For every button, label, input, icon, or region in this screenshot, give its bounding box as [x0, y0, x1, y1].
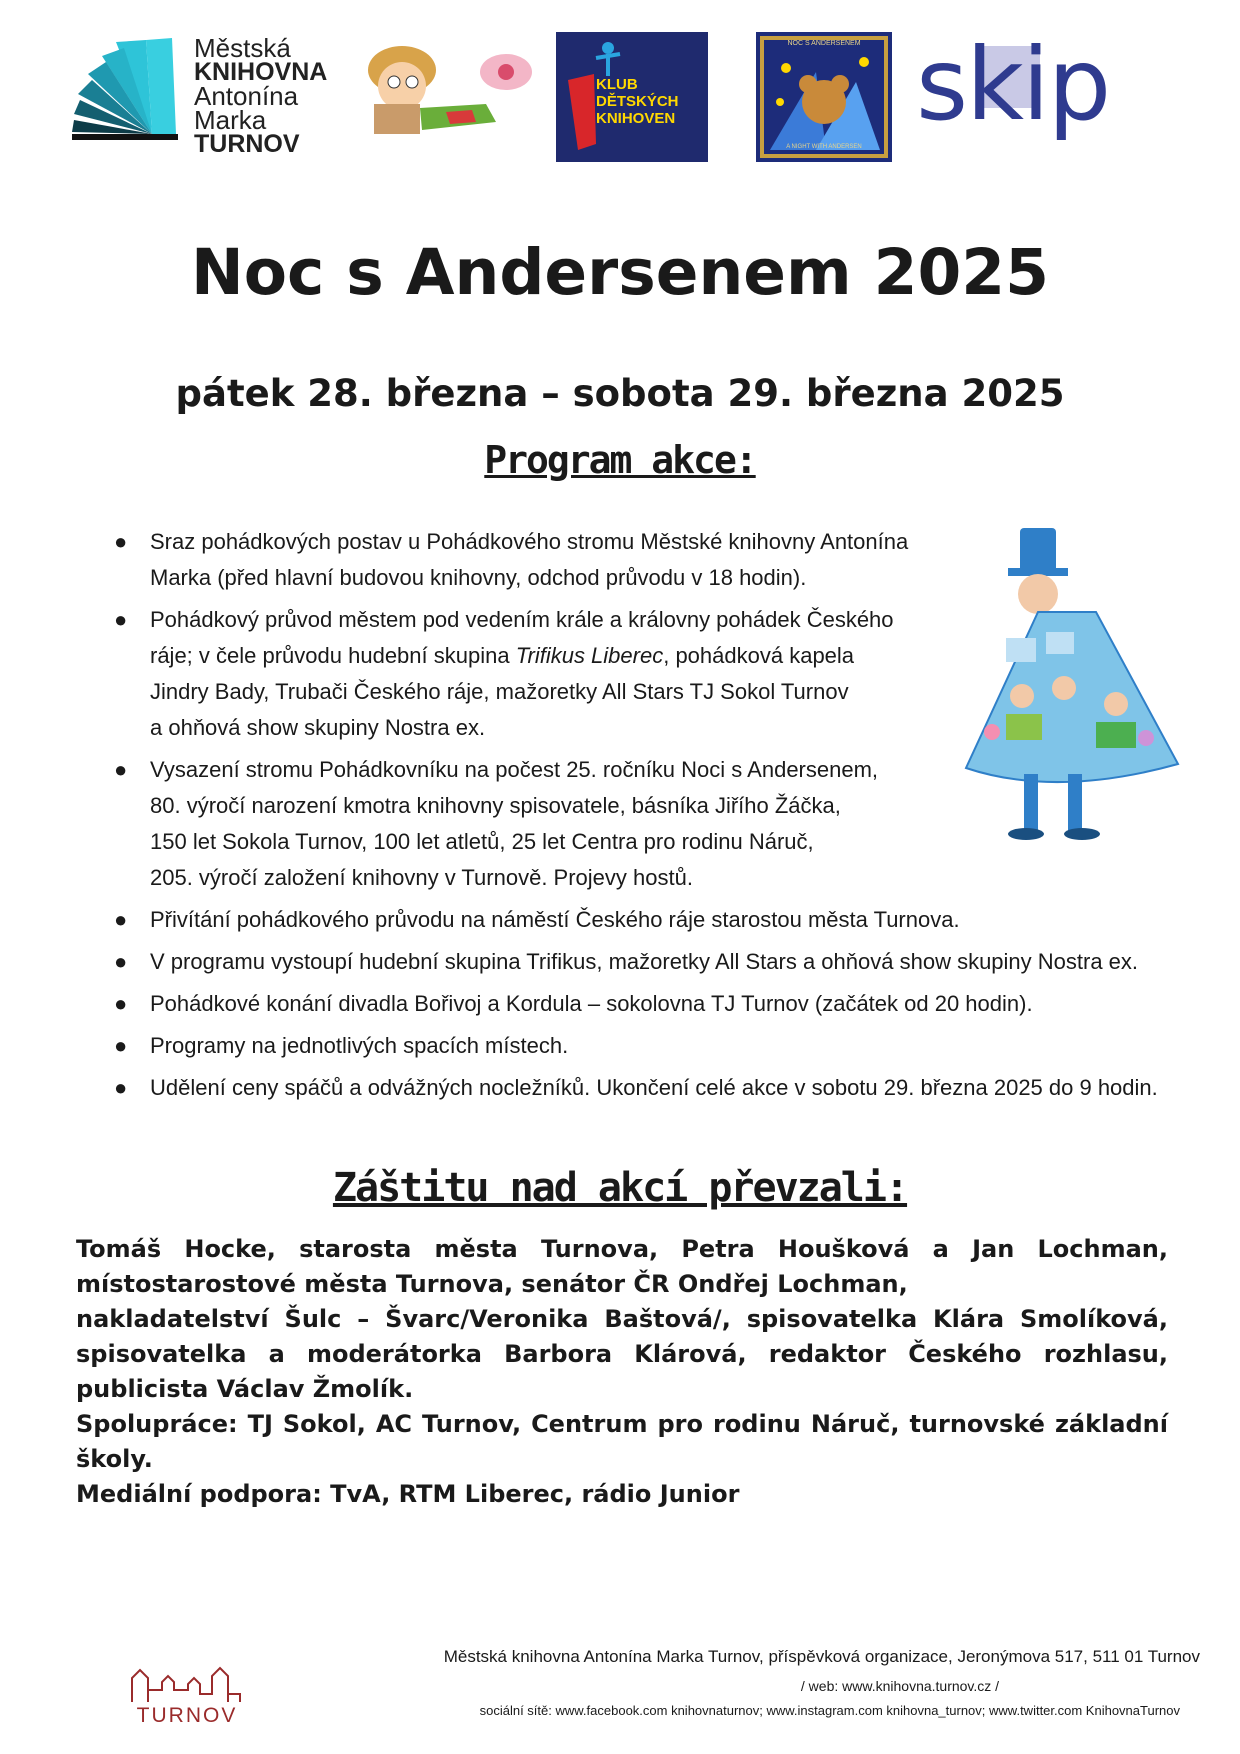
patronage-heading: Záštitu nad akcí převzali: — [332, 1165, 908, 1211]
andersen-illustration — [946, 528, 1186, 844]
klub-line2: DĚTSKÝCH — [596, 93, 679, 110]
night-logo-top-text: NOC S ANDERSENEM — [787, 40, 861, 47]
bullet-icon: ● — [114, 529, 128, 554]
band-name: Trifikus Liberec — [515, 643, 664, 668]
library-logo — [72, 33, 328, 158]
skip-logo-text: skip — [916, 26, 1110, 143]
program-item: ● Programy na jednotlivých spacích místech. — [108, 1028, 1178, 1064]
footer-address: Městská knihovna Antonína Marka Turnov, příspěvková organizace, Jeronýmova 517, 511 01 Turnov — [443, 1647, 1200, 1666]
klub-detskych-knihoven-logo — [556, 32, 708, 162]
reading-gnome-logo — [356, 42, 546, 146]
program-item: ● Udělení ceny spáčů a odvážných nocležníků. Ukončení celé akce v sobotu 29. března 2025 do 9 hodin. — [108, 1070, 1178, 1106]
patronage-text — [76, 1232, 1168, 1512]
klub-line3: KNIHOVEN — [596, 110, 676, 127]
cooperation-paragraph: Spolupráce: TJ Sokol, AC Turnov, Centrum pro rodinu Náruč, turnovské základní školy. — [76, 1410, 1168, 1473]
program-item: ● Pohádkový průvod městem pod vedením krále a královny pohádek Českého ráje; v čele průvodu hudební skupina Trifikus Liberec, pohádková kapela Jindry Bady, Trubači Českého ráje, mažoretky All Stars TJ Sokol Turnov a ohňová show skupiny Nostra ex. — [108, 602, 970, 746]
library-logo-line2: KNIHOVNA — [194, 58, 328, 86]
bullet-icon: ● — [114, 1075, 128, 1100]
bullet-icon: ● — [114, 757, 128, 782]
library-logo-line4: Marka — [194, 105, 267, 135]
program-item: ● Vysazení stromu Pohádkovníku na počest 25. ročníku Noci s Andersenem, 80. výročí narození kmotra knihovny spisovatele, básníka Jiřího Žáčka, 150 let Sokola Turnov, 100 let atletů, 25 let Centra pro rodinu Náruč, 205. výročí založení knihovny v Turnově. Projevy hostů. — [108, 752, 970, 896]
program-item: ● V programu vystoupí hudební skupina Trifikus, mažoretky All Stars a ohňová show skupiny Nostra ex. — [108, 944, 1178, 980]
footer-web[interactable]: / web: www.knihovna.turnov.cz / — [800, 1678, 1000, 1694]
skip-logo — [916, 26, 1110, 148]
night-logo-bottom-text: A NIGHT WITH ANDERSEN — [786, 144, 862, 150]
patronage-paragraph: nakladatelství Šulc – Švarc/Veronika Baštová/, spisovatelka Klára Smolíková, spisovatelka a moderátorka Barbora Klárová, redaktor Českého rozhlasu, publicista Václav Žmolík. — [76, 1305, 1168, 1403]
library-logo-line5: TURNOV — [194, 130, 300, 158]
bullet-icon: ● — [114, 907, 128, 932]
bullet-icon: ● — [114, 607, 128, 632]
turnov-logo-text: TURNOV — [136, 1704, 238, 1727]
event-date: pátek 28. března – sobota 29. března 2025 — [175, 372, 1065, 415]
program-heading: Program akce: — [484, 438, 756, 482]
footer-social[interactable]: sociální sítě: www.facebook.com knihovnaturnov; www.instagram.com knihovna_turnov; www.twitter.com KnihovnaTurnov — [479, 1703, 1180, 1718]
page-title: Noc s Andersenem 2025 — [191, 236, 1049, 309]
library-logo-line1: Městská — [194, 33, 291, 63]
program-item: ● Sraz pohádkových postav u Pohádkového stromu Městské knihovny Antonína Marka (před hlavní budovou knihovny, odchod průvodu v 18 hodin). — [108, 524, 970, 596]
klub-line1: KLUB — [596, 76, 638, 93]
program-item: ● Pohádkové konání divadla Bořivoj a Kordula – sokolovna TJ Turnov (začátek od 20 hodin). — [108, 986, 1178, 1022]
book-fan-icon — [72, 34, 202, 152]
bullet-icon: ● — [114, 991, 128, 1016]
patronage-paragraph: Tomáš Hocke, starosta města Turnova, Petra Houšková a Jan Lochman, místostarostové města Turnova, senátor ČR Ondřej Lochman, — [76, 1235, 1168, 1298]
library-logo-line3: Antonína — [194, 81, 299, 111]
bullet-icon: ● — [114, 949, 128, 974]
program-item: ● Přivítání pohádkového průvodu na náměstí Českého ráje starostou města Turnova. — [108, 902, 1178, 938]
bullet-icon: ● — [114, 1033, 128, 1058]
media-support-paragraph: Mediální podpora: TvA, RTM Liberec, rádio Junior — [76, 1480, 740, 1508]
turnov-town-logo — [128, 1664, 246, 1736]
noc-s-andersenem-logo — [756, 32, 892, 162]
